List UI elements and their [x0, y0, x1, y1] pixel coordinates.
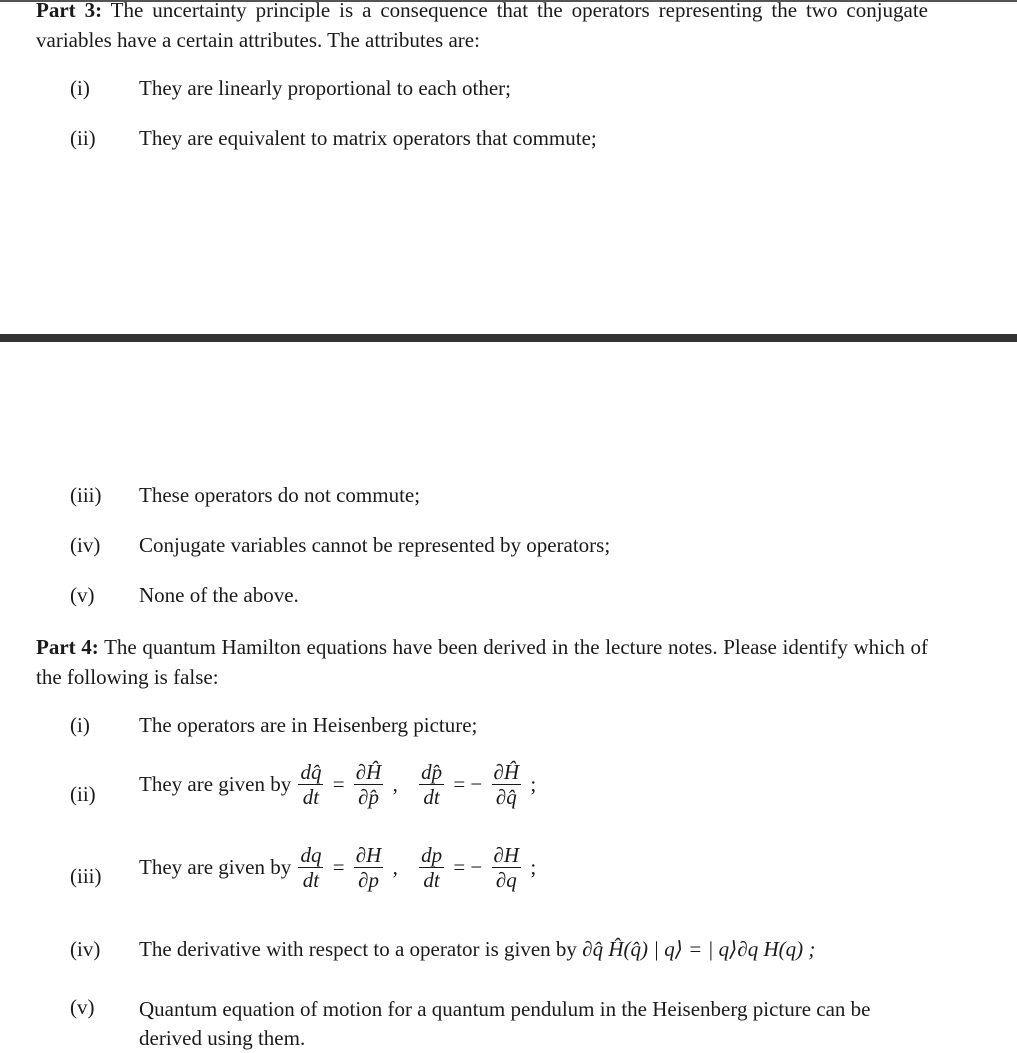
part4-option-num: (i): [70, 713, 90, 737]
part3-option-text: These operators do not commute;: [139, 483, 421, 507]
part4-option-text: They are given by: [139, 855, 292, 879]
part3-option-text: They are linearly proportional to each other;: [139, 76, 512, 100]
fraction: [419, 843, 444, 892]
part3-intro: The uncertainty principle is a consequence that the operators representing the two conjugate variables have a certain attributes. The attributes are:: [36, 0, 929, 52]
negative-equals-sign: = −: [453, 772, 483, 796]
numerator: dq̂: [300, 760, 322, 784]
fraction: [354, 843, 384, 892]
part3-label: Part 3:: [36, 0, 103, 22]
denominator: dt: [419, 784, 444, 809]
numerator: dp̂: [421, 760, 443, 784]
part4-question: [36, 632, 928, 692]
denominator: ∂p: [354, 867, 384, 892]
equals-sign: =: [332, 772, 345, 796]
part3-option-text: None of the above.: [139, 583, 299, 607]
fraction: [492, 760, 522, 809]
numerator: dp: [421, 843, 443, 867]
part4-option-num: (iv): [70, 937, 101, 961]
part3-option-text: Conjugate variables cannot be represented by operators;: [139, 533, 611, 557]
derivative-formula: ∂q̂ Ĥ(q̂) | q⟩ = | q⟩∂q H(q) ;: [582, 937, 816, 961]
part4-option-num: (iii): [70, 864, 102, 888]
part3-option-num: (v): [70, 583, 95, 607]
part4-option-num: (v): [70, 995, 95, 1019]
fraction: [298, 843, 323, 892]
page-separator: [0, 334, 1017, 342]
denominator: dt: [419, 867, 444, 892]
comma: ,: [392, 855, 398, 879]
fraction: [354, 760, 384, 809]
equals-sign: =: [332, 855, 345, 879]
denominator: dt: [298, 867, 323, 892]
part3-question: [36, 0, 928, 55]
denominator: dt: [298, 784, 323, 809]
numerator: ∂Ĥ: [355, 760, 382, 784]
semicolon: ;: [530, 772, 537, 796]
part4-option-text: The derivative with respect to a operator is given by: [139, 937, 577, 961]
numerator: dq: [300, 843, 322, 867]
part4-option-text: They are given by: [139, 772, 292, 796]
part3-option-text: They are equivalent to matrix operators that commute;: [139, 126, 597, 150]
numerator: ∂H: [493, 843, 520, 867]
semicolon: ;: [530, 855, 537, 879]
denominator: ∂q̂: [492, 784, 522, 809]
negative-equals-sign: = −: [453, 855, 483, 879]
part4-option-text: The operators are in Heisenberg picture;: [139, 713, 478, 737]
part4-intro: The quantum Hamilton equations have been derived in the lecture notes. Please identify which of the following is false:: [36, 635, 928, 689]
part4-option-num: (ii): [70, 782, 96, 806]
fraction: [492, 843, 522, 892]
part4-option-text: Quantum equation of motion for a quantum pendulum in the Heisenberg picture can be derived using them.: [139, 997, 871, 1050]
part3-option-num: (i): [70, 76, 90, 100]
part3-option-num: (iv): [70, 533, 101, 557]
fraction: [419, 760, 444, 809]
hamilton-equations-operator: [139, 760, 538, 809]
part3-option-num: (ii): [70, 126, 96, 150]
comma: ,: [392, 772, 398, 796]
fraction: [298, 760, 323, 809]
hamilton-equations-classical: [139, 843, 538, 892]
part4-label: Part 4:: [36, 635, 99, 659]
part3-option-num: (iii): [70, 483, 102, 507]
denominator: ∂p̂: [354, 784, 384, 809]
part4-option-row: [139, 937, 815, 962]
denominator: ∂q: [492, 867, 522, 892]
numerator: ∂H: [355, 843, 382, 867]
numerator: ∂Ĥ: [493, 760, 520, 784]
